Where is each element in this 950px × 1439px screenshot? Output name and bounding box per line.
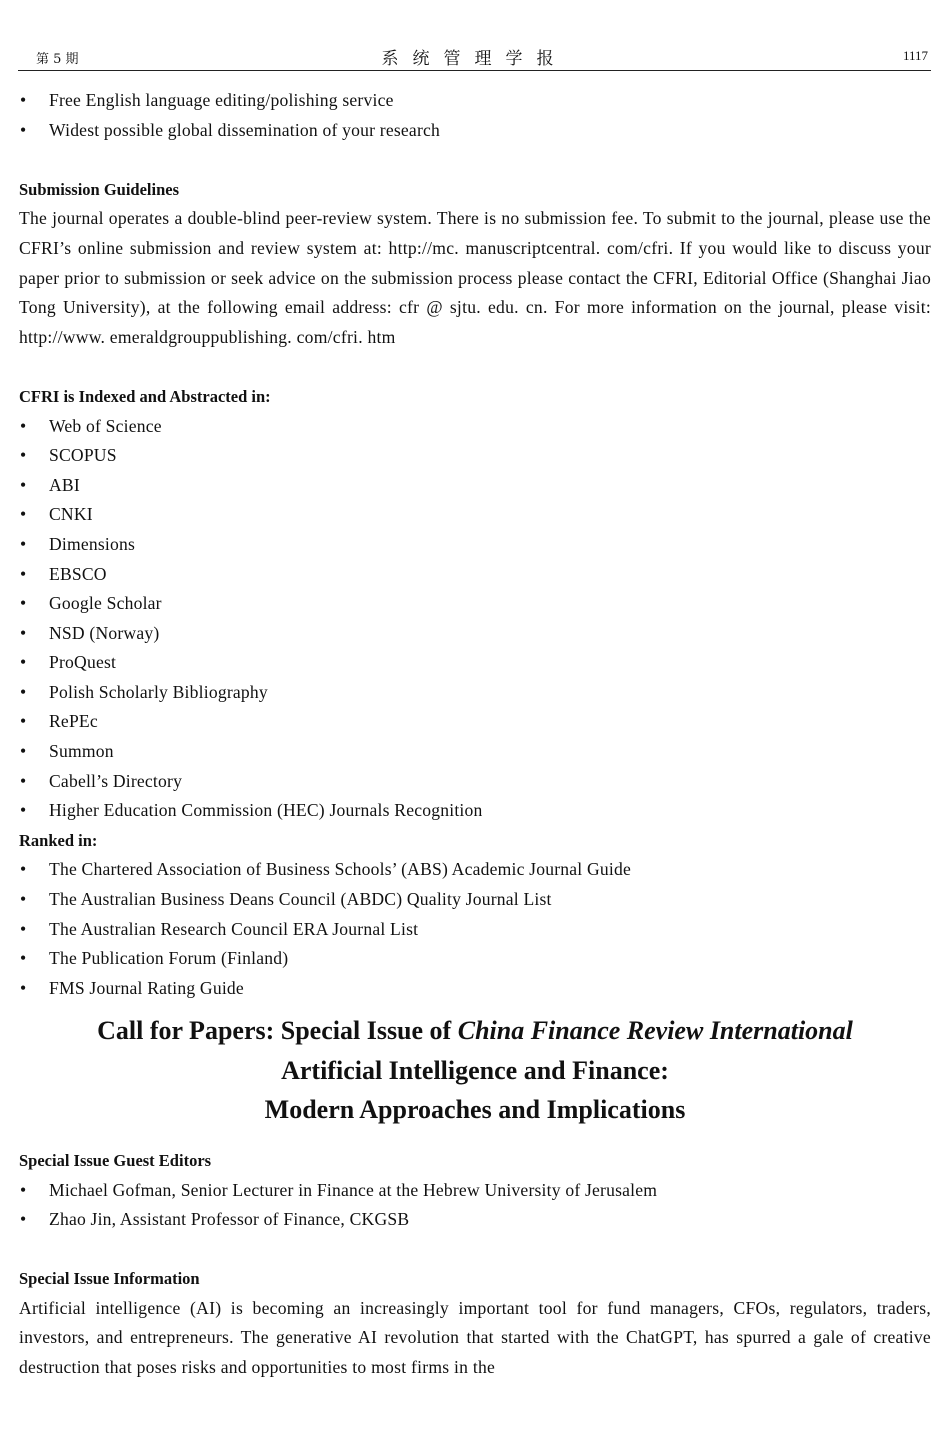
list-item: • EBSCO — [19, 560, 931, 590]
bullet-icon: • — [20, 90, 27, 110]
cfp-line-1: Call for Papers: Special Issue of China Finance Review International — [97, 1016, 853, 1046]
bullet-icon: • — [20, 1209, 27, 1230]
page-number: 1117 — [902, 48, 928, 63]
cfp-line-2: Artificial Intelligence and Finance: — [281, 1055, 669, 1085]
list-item: • SCOPUS — [19, 441, 931, 471]
list-item: • Google Scholar — [19, 589, 931, 619]
bullet-icon: • — [20, 977, 27, 998]
list-item: • Cabell’s Directory — [19, 767, 931, 797]
list-item: • Summon — [19, 737, 931, 767]
bullet-icon: • — [20, 119, 27, 140]
bullet-icon: • — [20, 652, 27, 673]
cfp-journal-name: China Finance Review International — [457, 1016, 853, 1046]
bullet-icon: • — [20, 533, 27, 554]
list-item: • Widest possible global dissemination of your research — [19, 116, 931, 146]
bullet-icon: • — [20, 622, 27, 643]
list-item: • ProQuest — [19, 648, 931, 678]
list-item: • ABI — [19, 471, 931, 501]
list-item: • Web of Science — [19, 412, 931, 442]
bullet-icon: • — [20, 415, 27, 436]
indexed-heading: CFRI is Indexed and Abstracted in: — [19, 386, 271, 406]
list-item: • Michael Gofman, Senior Lecturer in Finance at the Hebrew University of Jerusalem — [19, 1176, 931, 1206]
indexed-list — [19, 412, 931, 826]
submission-heading: Submission Guidelines — [19, 179, 180, 199]
list-item: • The Australian Research Council ERA Journal List — [19, 915, 931, 945]
cfp-line-3: Modern Approaches and Implications — [264, 1095, 686, 1125]
guest-editors-list — [19, 1176, 931, 1235]
list-item: • Zhao Jin, Assistant Professor of Finance, CKGSB — [19, 1205, 931, 1235]
bullet-icon: • — [20, 1179, 27, 1200]
list-item: • Dimensions — [19, 530, 931, 560]
bullet-icon: • — [20, 889, 27, 910]
page-body — [19, 86, 931, 1383]
guest-editors-heading: Special Issue Guest Editors — [19, 1150, 212, 1170]
issue-info-heading: Special Issue Information — [19, 1269, 200, 1289]
bullet-icon: • — [20, 948, 27, 969]
list-item: • The Australian Business Deans Council (ABDC) Quality Journal List — [19, 885, 931, 915]
bullet-icon: • — [20, 445, 27, 466]
bullet-icon: • — [20, 504, 27, 525]
ranked-list — [19, 855, 931, 1003]
list-item: • CNKI — [19, 500, 931, 530]
bullet-icon: • — [20, 859, 27, 880]
list-item: • Polish Scholarly Bibliography — [19, 678, 931, 708]
bullet-icon: • — [20, 474, 27, 495]
issue-label: 第 5 期 — [36, 52, 79, 67]
list-item: • NSD (Norway) — [19, 619, 931, 649]
bullet-icon: • — [20, 918, 27, 939]
bullet-icon: • — [20, 711, 27, 732]
bullet-icon: • — [20, 741, 27, 762]
issue-info-text: Artificial intelligence (AI) is becoming an increasingly important tool for fund managers, CFOs, regulators, traders, investors, and entrepreneurs. The generative AI revolution that started with the ChatGPT, has spurred a gale of creative destruction that poses risks and opportunities to most firms in the — [19, 1297, 931, 1378]
list-item: • The Publication Forum (Finland) — [19, 944, 931, 974]
call-for-papers-title — [19, 1011, 931, 1130]
bullet-icon: • — [20, 563, 27, 584]
list-item: • FMS Journal Rating Guide — [19, 974, 931, 1004]
list-item: • Higher Education Commission (HEC) Journals Recognition — [19, 796, 931, 826]
bullet-icon: • — [20, 593, 27, 614]
bullet-icon: • — [20, 681, 27, 702]
bullet-icon: • — [20, 770, 27, 791]
bullet-icon: • — [20, 800, 27, 821]
page-header — [18, 38, 931, 71]
list-item: • Free English language editing/polishing service — [19, 86, 931, 116]
benefits-list — [19, 86, 931, 145]
list-item: • The Chartered Association of Business Schools’ (ABS) Academic Journal Guide — [19, 855, 931, 885]
submission-text: The journal operates a double-blind peer-review system. There is no submission fee. To submit to the journal, please use the CFRI’s online submission and review system at: http://mc. manuscriptcentral. com/cfri. If you would like to discuss your paper prior to submission or seek advice on the submission process please contact the CFRI, Editorial Office (Shanghai Jiao Tong University), at the following email address: cfr @ sjtu. edu. cn. For more information on the journal, please visit: http://www. emeraldgrouppublishing. com/cfri. htm — [19, 208, 931, 347]
list-item: • RePEc — [19, 707, 931, 737]
ranked-heading: Ranked in: — [19, 830, 98, 850]
journal-title: 系统管理学报 — [381, 49, 568, 69]
